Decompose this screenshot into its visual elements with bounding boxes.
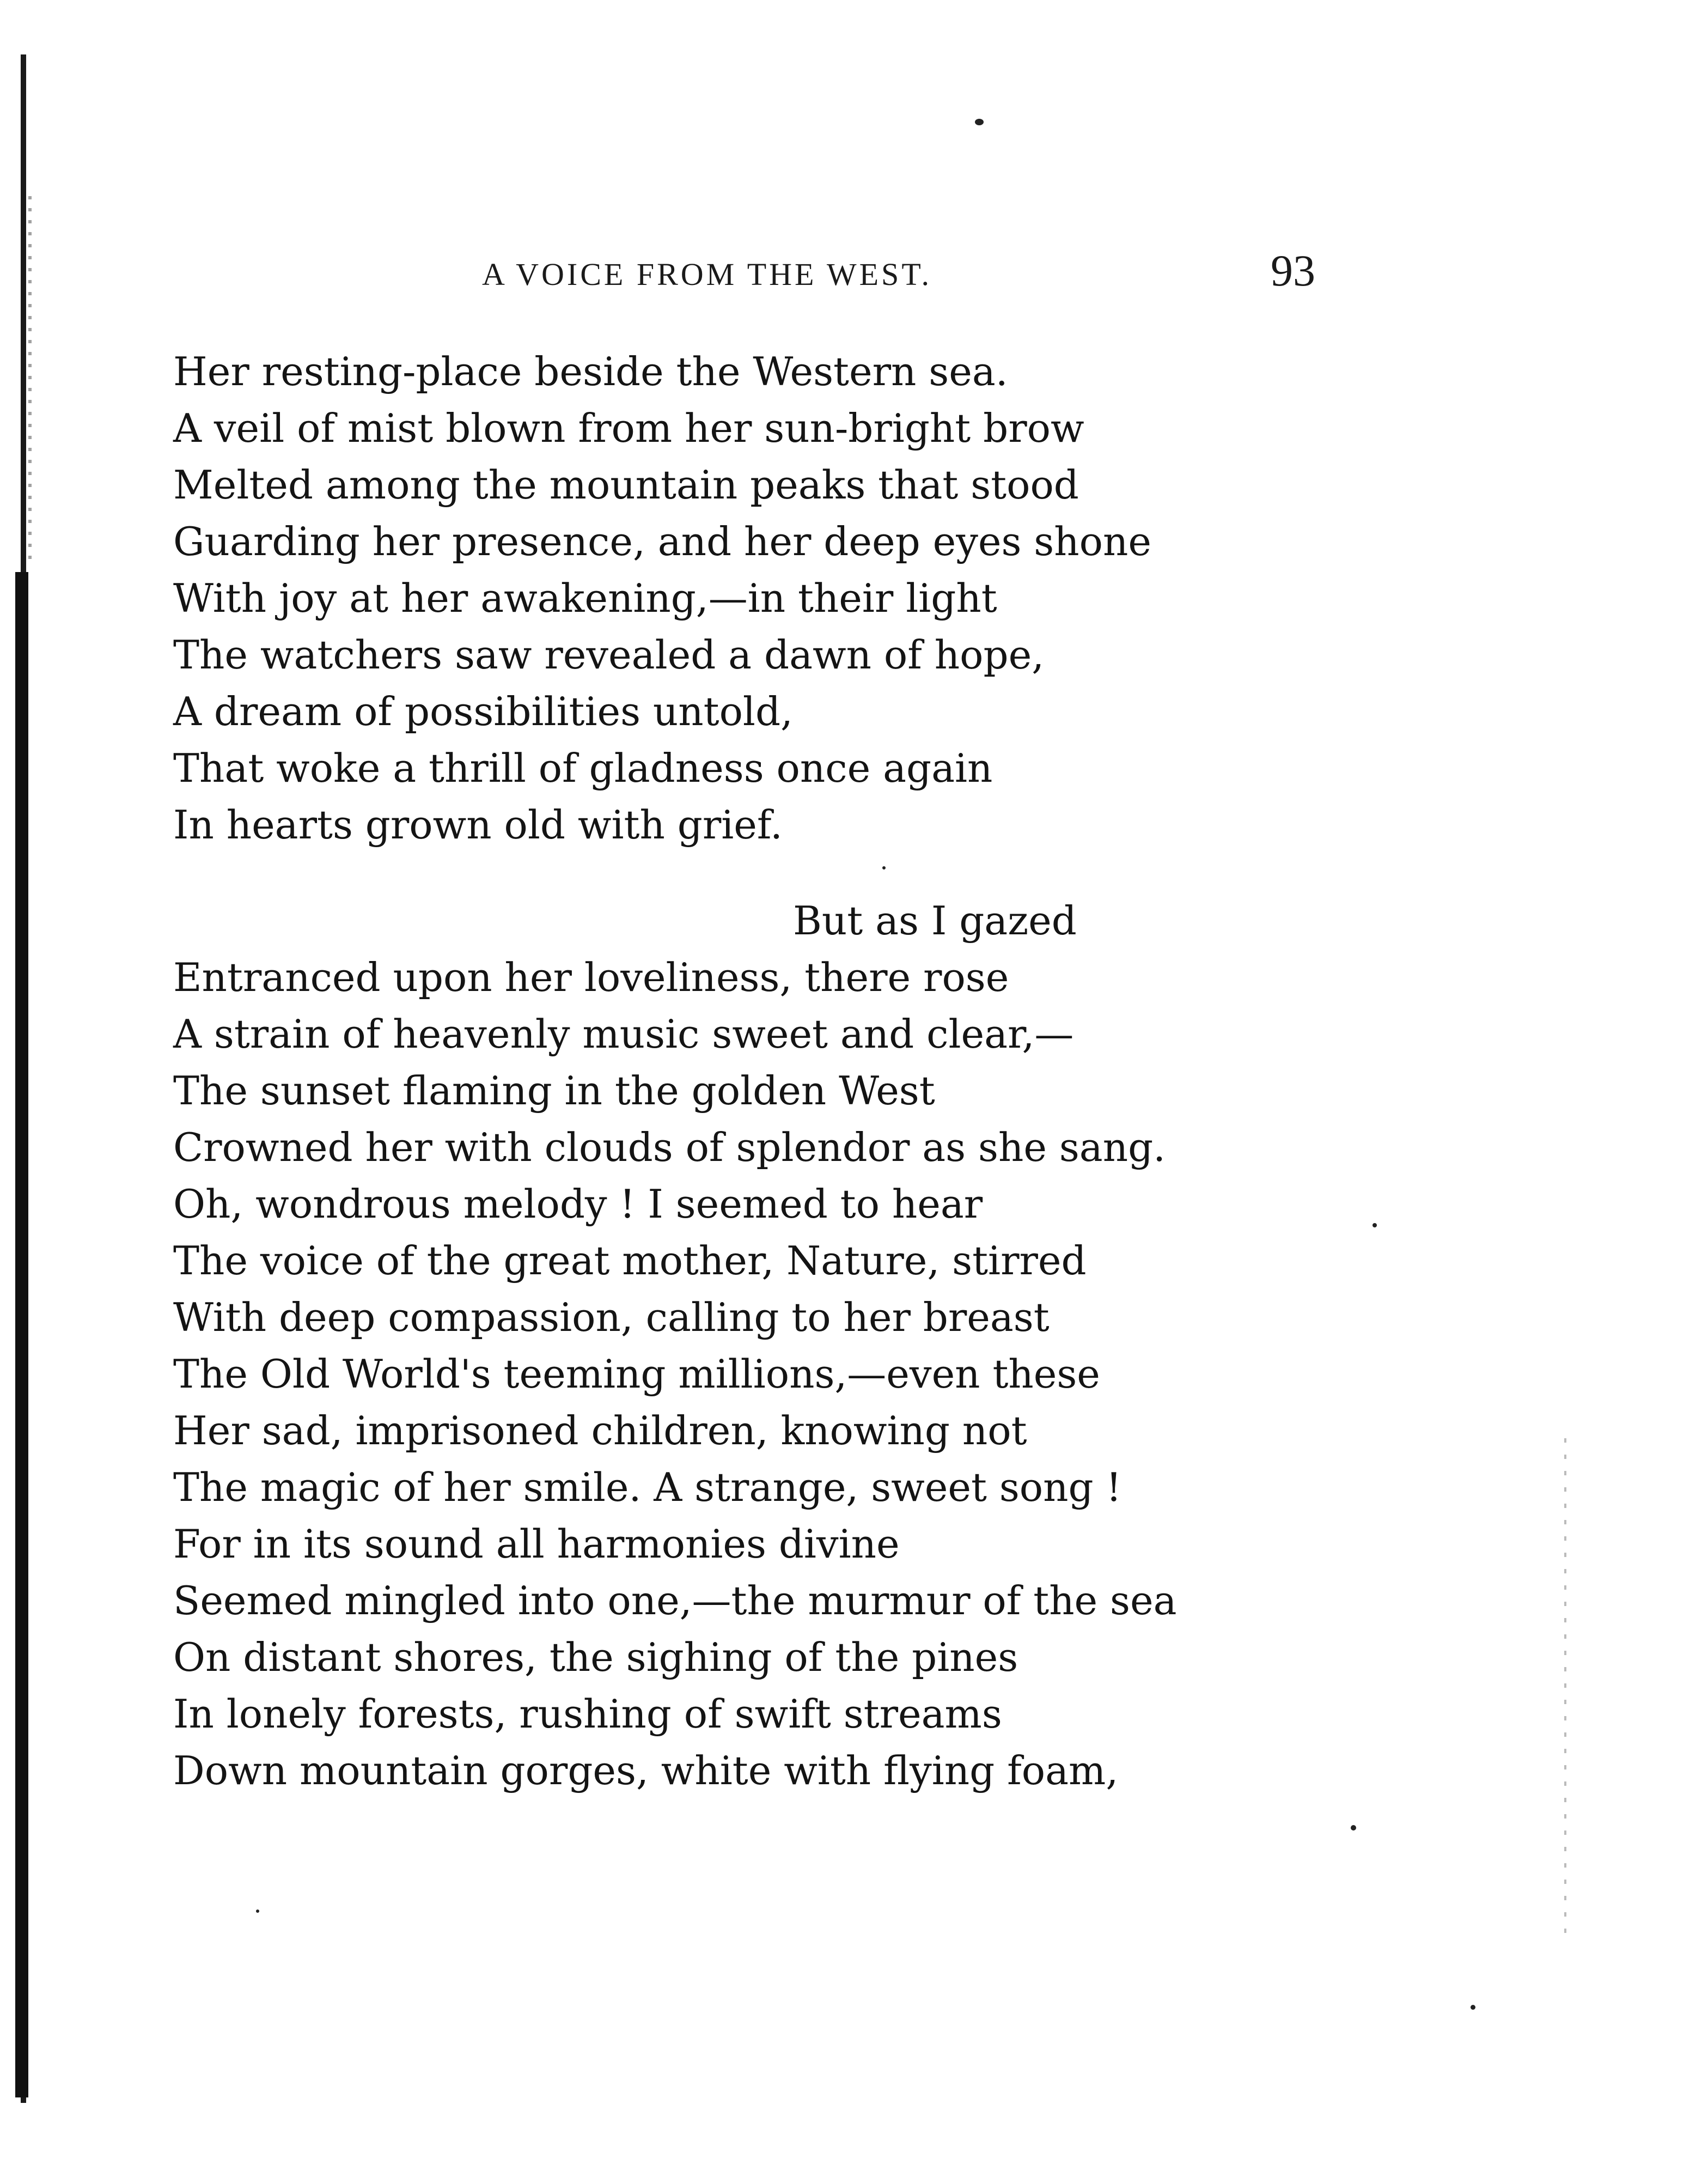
verse-line-indented: But as I gazed bbox=[793, 898, 1077, 944]
verse-line: Seemed mingled into one,—the murmur of the sea bbox=[173, 1578, 1177, 1623]
verse-line: Down mountain gorges, white with flying foam, bbox=[173, 1748, 1119, 1793]
verse-line: On distant shores, the sighing of the pines bbox=[173, 1634, 1018, 1680]
running-title: A VOICE FROM THE WEST. bbox=[482, 257, 932, 292]
verse-line: Her resting-place beside the Western sea. bbox=[173, 349, 1008, 394]
verse-line: Entranced upon her loveliness, there rose bbox=[173, 954, 1009, 1000]
verse-line: The magic of her smile. A strange, sweet song ! bbox=[173, 1464, 1122, 1510]
verse-line: In hearts grown old with grief. bbox=[173, 802, 783, 848]
verse-line: That woke a thrill of gladness once again bbox=[173, 745, 993, 791]
verse-line: The Old World's teeming millions,—even these bbox=[173, 1351, 1100, 1397]
verse-line: With deep compassion, calling to her breast bbox=[173, 1294, 1050, 1340]
stanza-1 bbox=[173, 343, 1480, 853]
verse-line: A strain of heavenly music sweet and clear,— bbox=[173, 1011, 1074, 1057]
scan-speck bbox=[256, 1909, 259, 1913]
verse-line: Crowned her with clouds of splendor as she sang. bbox=[173, 1124, 1166, 1170]
verse-line: The watchers saw revealed a dawn of hope, bbox=[173, 632, 1045, 678]
page-number: 93 bbox=[1271, 246, 1315, 295]
verse-line: Her sad, imprisoned children, knowing not bbox=[173, 1408, 1027, 1454]
verse-line: Guarding her presence, and her deep eyes shone bbox=[173, 519, 1151, 564]
verse-line: The voice of the great mother, Nature, stirred bbox=[173, 1238, 1087, 1284]
poem-body bbox=[173, 343, 1480, 1799]
verse-line: Melted among the mountain peaks that stood bbox=[173, 462, 1079, 508]
verse-line: With joy at her awakening,—in their light bbox=[173, 575, 997, 621]
right-edge-marks bbox=[1564, 1438, 1566, 1939]
scan-speck bbox=[1351, 1825, 1356, 1831]
verse-line: A dream of possibilities untold, bbox=[173, 689, 793, 734]
stanza-break bbox=[173, 853, 1480, 892]
verse-line: A veil of mist blown from her sun-bright brow bbox=[173, 405, 1084, 451]
verse-line: In lonely forests, rushing of swift streams bbox=[173, 1691, 1002, 1737]
scan-speck bbox=[1471, 2005, 1475, 2010]
scan-speck bbox=[975, 119, 984, 125]
verse-line: Oh, wondrous melody ! I seemed to hear bbox=[173, 1181, 983, 1227]
verse-line: For in its sound all harmonies divine bbox=[173, 1521, 900, 1567]
page-binding-shadow bbox=[15, 572, 28, 2097]
stanza-2 bbox=[173, 892, 1480, 1799]
verse-line: The sunset flaming in the golden West bbox=[173, 1068, 935, 1114]
left-edge-marks bbox=[28, 196, 32, 567]
